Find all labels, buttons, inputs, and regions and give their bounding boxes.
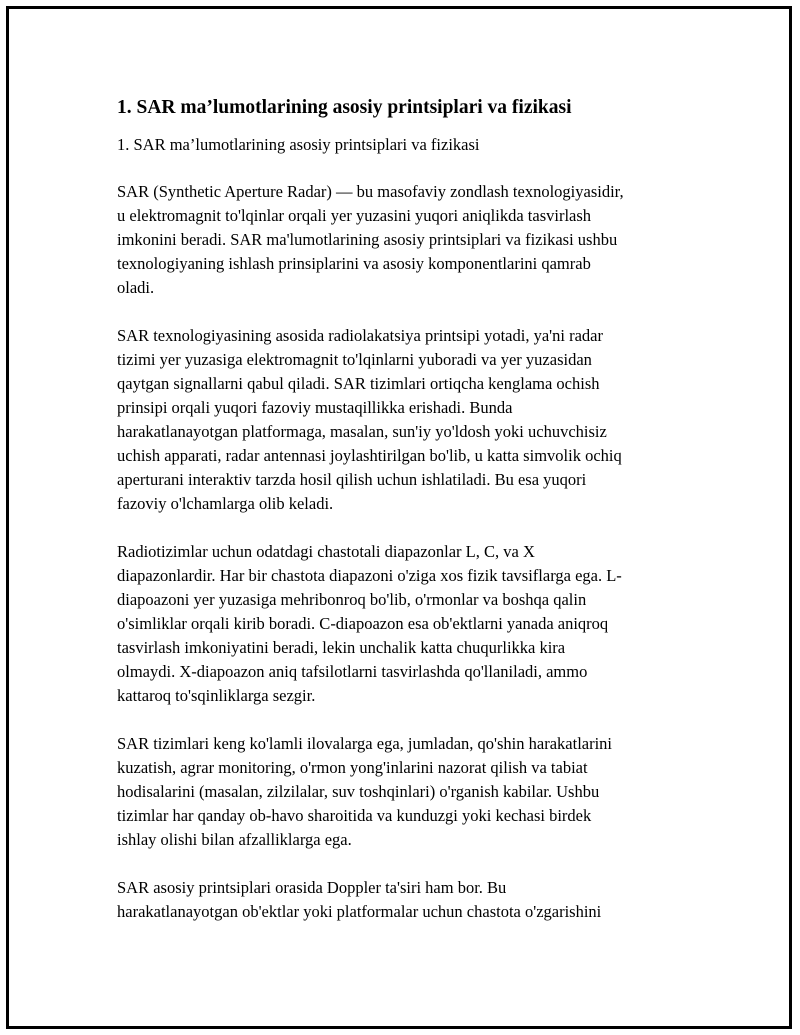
document-body xyxy=(117,96,687,924)
paragraph-3 xyxy=(117,540,687,708)
paragraph-line: prinsipi orqali yuqori fazoviy mustaqillikka erishadi. Bunda xyxy=(117,398,513,417)
paragraph-line: kuzatish, agrar monitoring, o'rmon yong'inlarini nazorat qilish va tabiat xyxy=(117,758,588,777)
paragraph-line: SAR asosiy printsiplari orasida Doppler ta'siri ham bor. Bu xyxy=(117,878,507,897)
paragraph-line: qaytgan signallarni qabul qiladi. SAR tizimlari ortiqcha kenglama ochish xyxy=(117,374,600,393)
paragraph-line: ishlay olishi bilan afzalliklarga ega. xyxy=(117,830,352,849)
paragraph-line: Radiotizimlar uchun odatdagi chastotali diapazonlar L, C, va X xyxy=(117,542,535,561)
document-subheading: 1. SAR ma’lumotlarining asosiy printsiplari va fizikasi xyxy=(117,135,480,154)
document-heading: 1. SAR ma’lumotlarining asosiy printsiplari va fizikasi xyxy=(117,97,572,118)
paragraph-line: tizimi yer yuzasiga elektromagnit to'lqinlarni yuboradi va yer yuzasidan xyxy=(117,350,592,369)
paragraph-line: oladi. xyxy=(117,278,155,297)
paragraph-line: texnologiyaning ishlash prinsiplarini va asosiy komponentlarini qamrab xyxy=(117,254,591,273)
paragraph-line: harakatlanayotgan platformaga, masalan, sun'iy yo'ldosh yoki uchuvchisiz xyxy=(117,422,607,441)
paragraph-2 xyxy=(117,324,687,516)
paragraph-4 xyxy=(117,732,687,852)
paragraph-line: o'simliklar orqali kirib boradi. C-diapoazon esa ob'ektlarni yanada aniqroq xyxy=(117,614,609,633)
paragraph-line: harakatlanayotgan ob'ektlar yoki platformalar uchun chastota o'zgarishini xyxy=(117,902,602,921)
paragraph-line: imkonini beradi. SAR ma'lumotlarining asosiy printsiplari va fizikasi ushbu xyxy=(117,230,618,249)
paragraph-line: SAR (Synthetic Aperture Radar) — bu masofaviy zondlash texnologiyasidir, xyxy=(117,182,624,201)
paragraph-line: hodisalarini (masalan, zilzilalar, suv toshqinlari) o'rganish kabilar. Ushbu xyxy=(117,782,600,801)
paragraph-line: fazoviy o'lchamlarga olib keladi. xyxy=(117,494,334,513)
paragraph-line: SAR tizimlari keng ko'lamli ilovalarga ega, jumladan, qo'shin harakatlarini xyxy=(117,734,613,753)
paragraph-line: tasvirlash imkoniyatini beradi, lekin unchalik katta chuqurlikka kira xyxy=(117,638,566,657)
paragraph-line: SAR texnologiyasining asosida radiolakatsiya printsipi yotadi, ya'ni radar xyxy=(117,326,603,345)
paragraph-line: kattaroq to'sqinliklarga sezgir. xyxy=(117,686,316,705)
paragraph-line: uchish apparati, radar antennasi joylashtirilgan bo'lib, u katta simvolik ochiq xyxy=(117,446,622,465)
paragraph-line: diapoazoni yer yuzasiga mehribonroq bo'lib, o'rmonlar va boshqa qalin xyxy=(117,590,587,609)
paragraph-line: tizimlar har qanday ob-havo sharoitida va kunduzgi yoki kechasi birdek xyxy=(117,806,592,825)
paragraph-line: aperturani interaktiv tarzda hosil qilish uchun ishlatiladi. Bu esa yuqori xyxy=(117,470,587,489)
paragraph-line: olmaydi. X-diapoazon aniq tafsilotlarni tasvirlashda qo'llaniladi, ammo xyxy=(117,662,588,681)
paragraph-line: u elektromagnit to'lqinlar orqali yer yuzasini yuqori aniqlikda tasvirlash xyxy=(117,206,592,225)
paragraph-5 xyxy=(117,876,687,924)
paragraph-line: diapazonlardir. Har bir chastota diapazoni o'ziga xos fizik tavsiflarga ega. L- xyxy=(117,566,622,585)
paragraph-1 xyxy=(117,180,687,300)
